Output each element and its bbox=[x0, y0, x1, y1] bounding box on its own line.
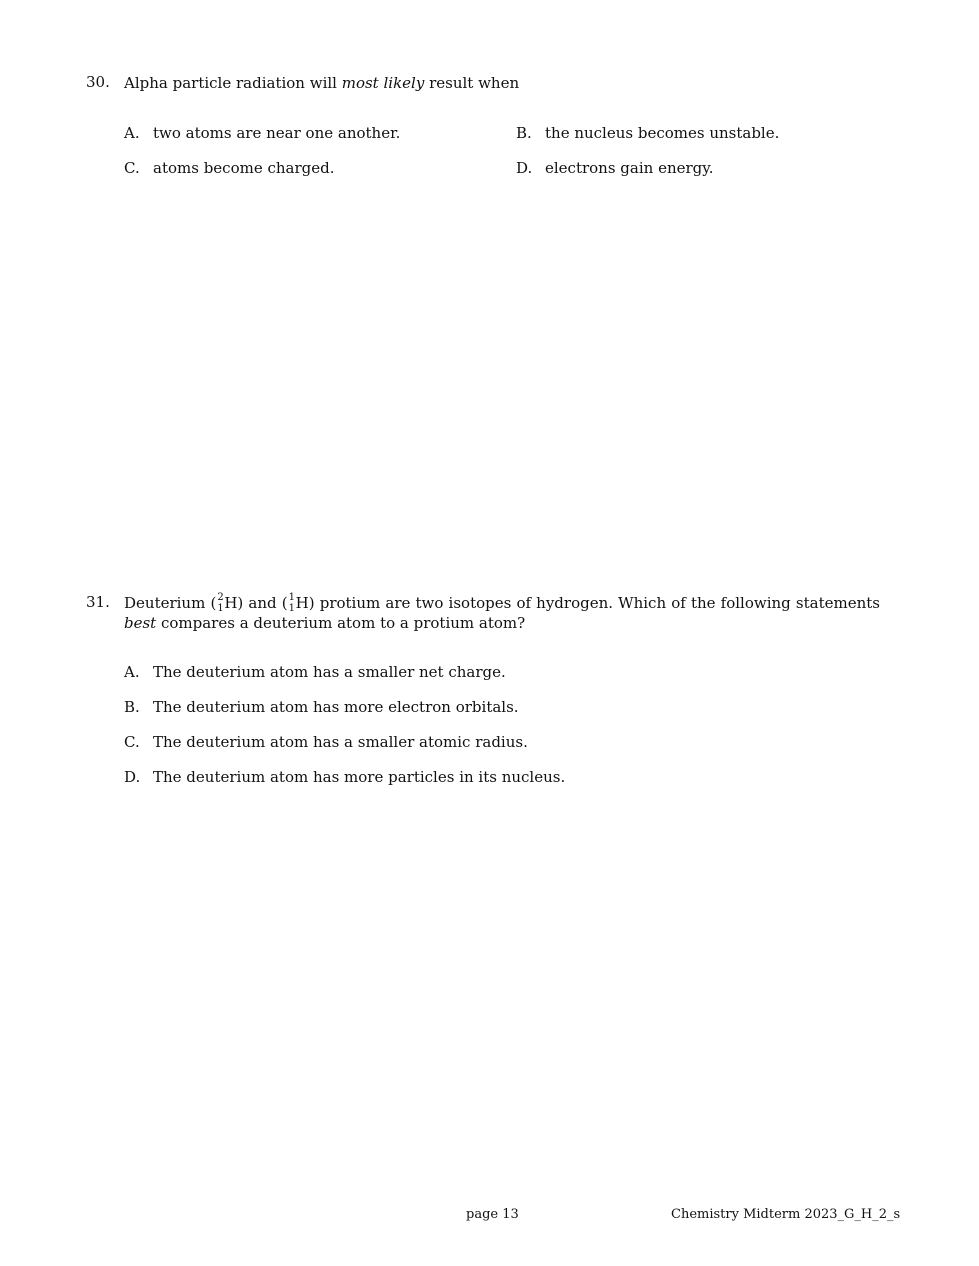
option-d bbox=[516, 159, 714, 177]
option-text: the nucleus becomes unstable. bbox=[545, 124, 780, 142]
question-stem: Alpha particle radiation will most likely result when bbox=[124, 74, 520, 92]
emphasis-text: best bbox=[124, 614, 157, 632]
option-text: The deuterium atom has a smaller atomic radius. bbox=[153, 733, 528, 751]
option-c bbox=[124, 733, 528, 751]
emphasis-text: most likely bbox=[341, 74, 425, 92]
option-d bbox=[124, 768, 565, 786]
option-a bbox=[124, 124, 400, 142]
page-number: page 13 bbox=[466, 1207, 519, 1222]
option-b bbox=[516, 124, 779, 142]
option-text: atoms become charged. bbox=[153, 159, 335, 177]
isotope-notation: 1 1 bbox=[288, 592, 295, 614]
document-id: Chemistry Midterm 2023_G_H_2_s bbox=[671, 1207, 901, 1222]
question-stem: Deuterium ( 2 1 H) and ( 1 1 H) protium are two isotopes of hydrogen. Which of the following statements best compares a deuterium atom to a protium atom? bbox=[124, 592, 880, 632]
option-letter: B. bbox=[124, 698, 140, 716]
question-number: 31. bbox=[86, 593, 110, 611]
option-letter: D. bbox=[124, 768, 141, 786]
option-letter: A. bbox=[124, 124, 140, 142]
question-number: 30. bbox=[86, 73, 110, 91]
option-c bbox=[124, 159, 335, 177]
option-text: two atoms are near one another. bbox=[153, 124, 401, 142]
option-text: The deuterium atom has more electron orbitals. bbox=[153, 698, 519, 716]
option-text: electrons gain energy. bbox=[545, 159, 714, 177]
option-letter: C. bbox=[124, 159, 140, 177]
isotope-notation: 2 1 bbox=[217, 592, 224, 614]
option-text: The deuterium atom has a smaller net charge. bbox=[153, 663, 506, 681]
option-letter: B. bbox=[516, 124, 532, 142]
option-letter: C. bbox=[124, 733, 140, 751]
option-a bbox=[124, 663, 506, 681]
option-letter: D. bbox=[516, 159, 533, 177]
option-letter: A. bbox=[124, 663, 140, 681]
option-text: The deuterium atom has more particles in its nucleus. bbox=[153, 768, 566, 786]
option-b bbox=[124, 698, 519, 716]
